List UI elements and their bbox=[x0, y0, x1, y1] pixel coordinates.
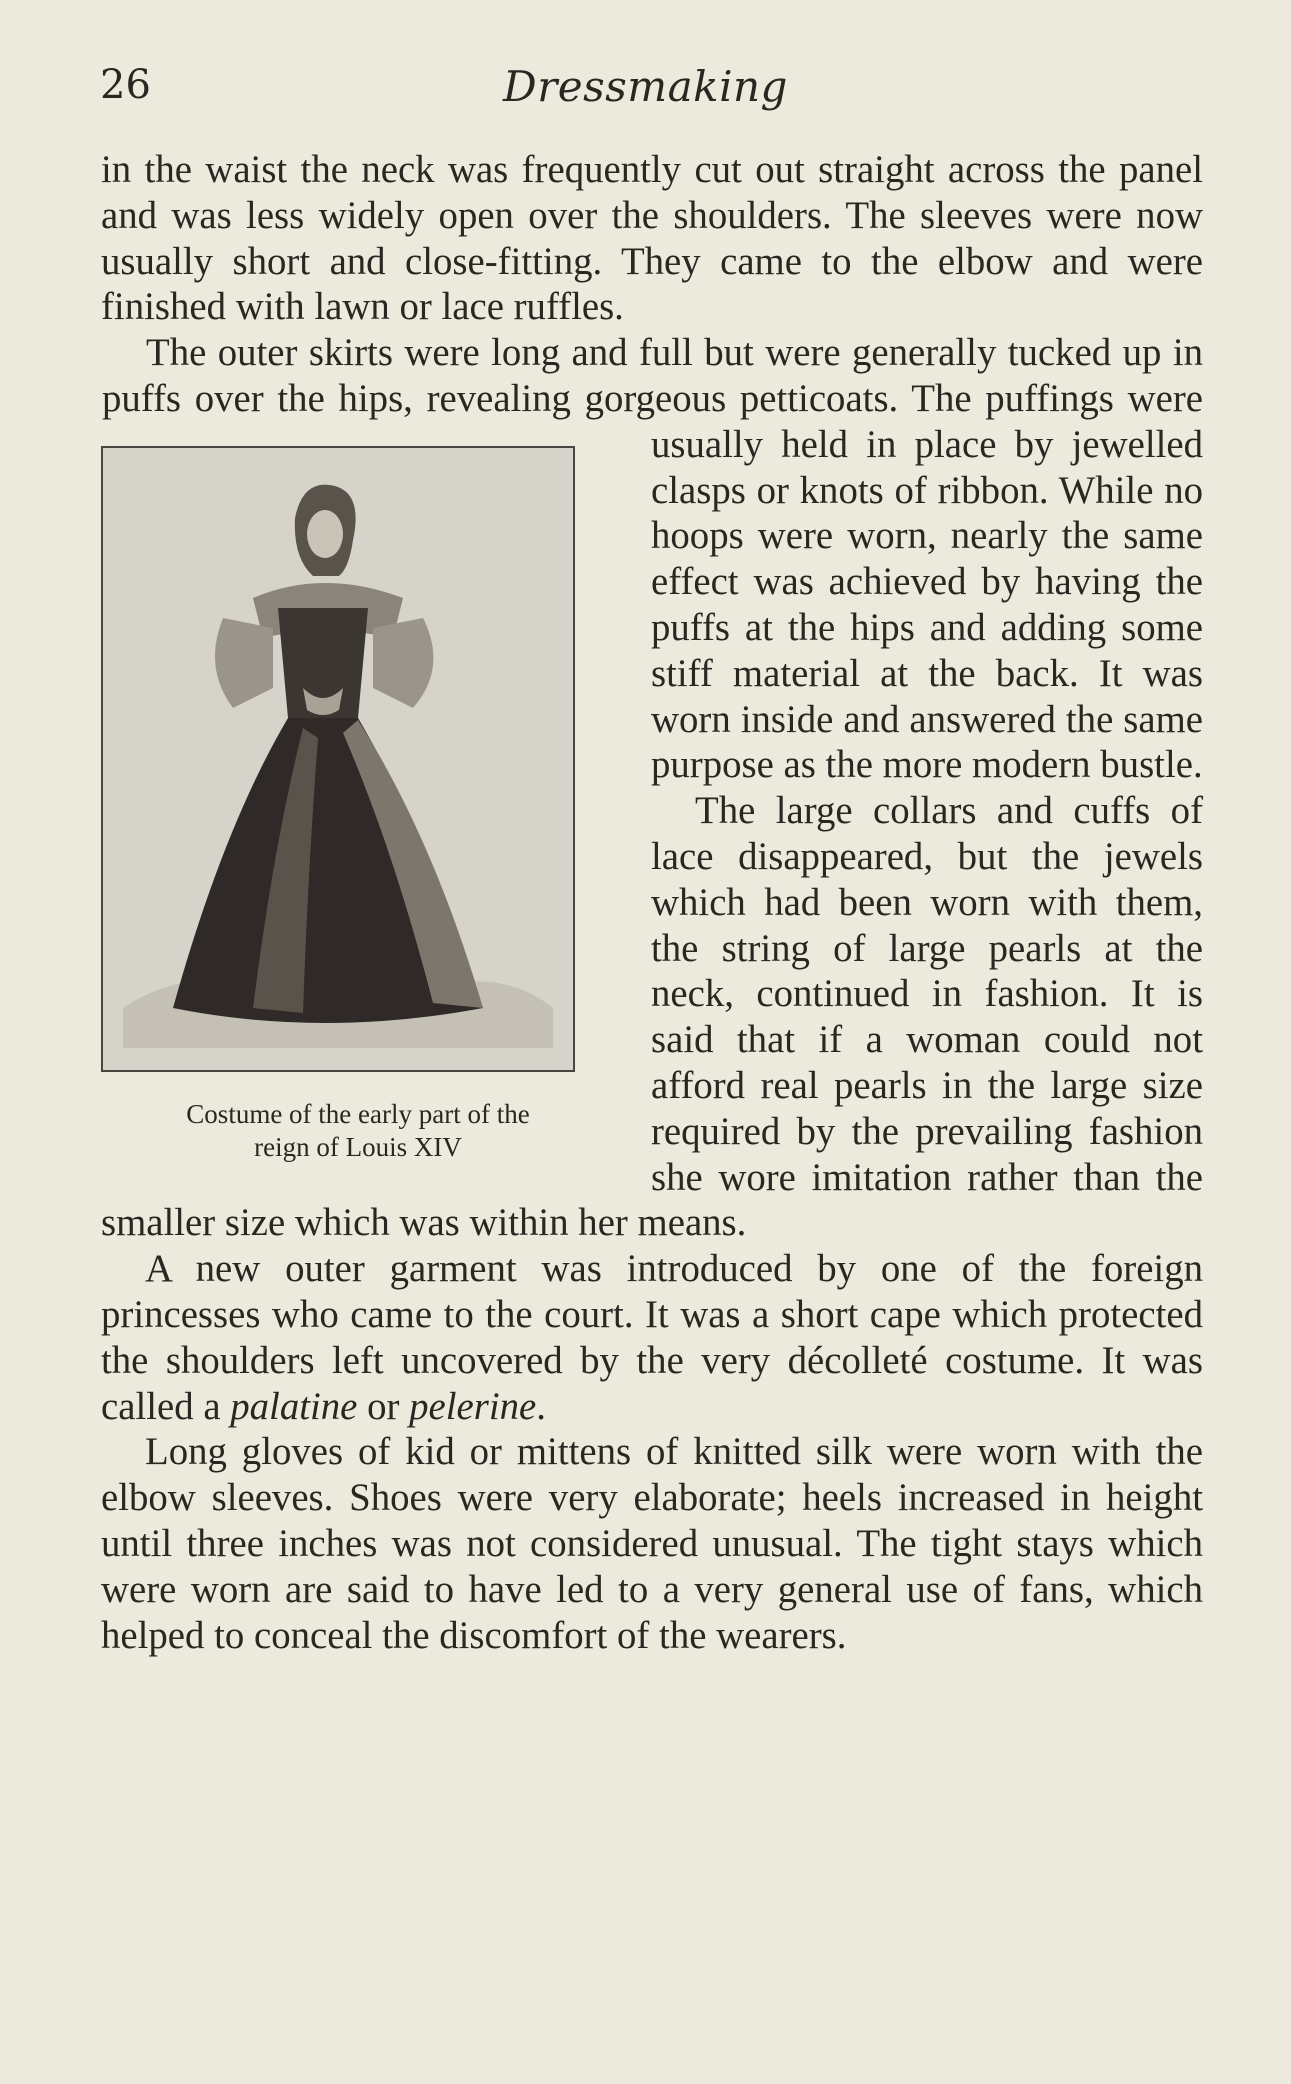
paragraph-5: Long gloves of kid or mittens of knitted silk were worn with the elbow sleeves. Shoes were very elaborate; heels increased in height until three inches was not considered unusual. The tight stays which were worn are said to have led to a very general use of fans, which helped to conceal the discomfort of the wearers. bbox=[101, 1430, 1203, 1657]
body-text bbox=[101, 147, 1203, 1658]
term-palatine: palatine bbox=[230, 1384, 358, 1428]
costume-illustration bbox=[101, 446, 575, 1072]
paragraph-4 bbox=[101, 1246, 1203, 1429]
figure-caption bbox=[101, 1098, 571, 1164]
paragraph-3: The large collars and cuffs of lace disappeared, but the jewels which had been worn with them, the string of large pearls at the neck, continued in fashion. It is said that if a woman could not afford real pearls in the large size required by the prevailing fashion she wore imitation rather than the smaller size which was within her means. bbox=[101, 789, 1203, 1245]
gown-figure-icon bbox=[103, 448, 573, 1070]
caption-line-2: reign of Louis XIV bbox=[254, 1132, 462, 1163]
paragraph-4-end: . bbox=[536, 1384, 546, 1428]
paragraph-4-text: A new outer garment was introduced by one of the foreign princesses who came to the court. It was a short cape which protected the shoulders left uncovered by the very décolleté costume. It was called a bbox=[101, 1247, 1203, 1428]
term-pelerine: pelerine bbox=[409, 1384, 537, 1428]
page-header bbox=[0, 62, 1291, 122]
paragraph-2-text: The outer skirts were long and full but were generally tucked up in puffs over the hips, revealing gorgeous petticoats. The puffings were usually held in place by jewelled clasps or knots of ribbon. While no hoops were worn, nearly the same effect was achieved by having the puffs at the hips and adding some stiff material at the back. It was worn inside and answered the same purpose as the more modern bustle. bbox=[102, 331, 1203, 787]
running-title: Dressmaking bbox=[503, 62, 788, 111]
caption-line-1: Costume of the early part of the bbox=[186, 1099, 530, 1130]
page-number: 26 bbox=[100, 62, 151, 108]
paragraph-4-or: or bbox=[357, 1384, 410, 1428]
figure bbox=[101, 422, 651, 1164]
paragraph-1: in the waist the neck was frequently cut out straight across the panel and was less widely open over the shoulders. The sleeves were now usually short and close-fitting. They came to the elbow and were finished with lawn or lace ruffles. bbox=[101, 148, 1203, 329]
